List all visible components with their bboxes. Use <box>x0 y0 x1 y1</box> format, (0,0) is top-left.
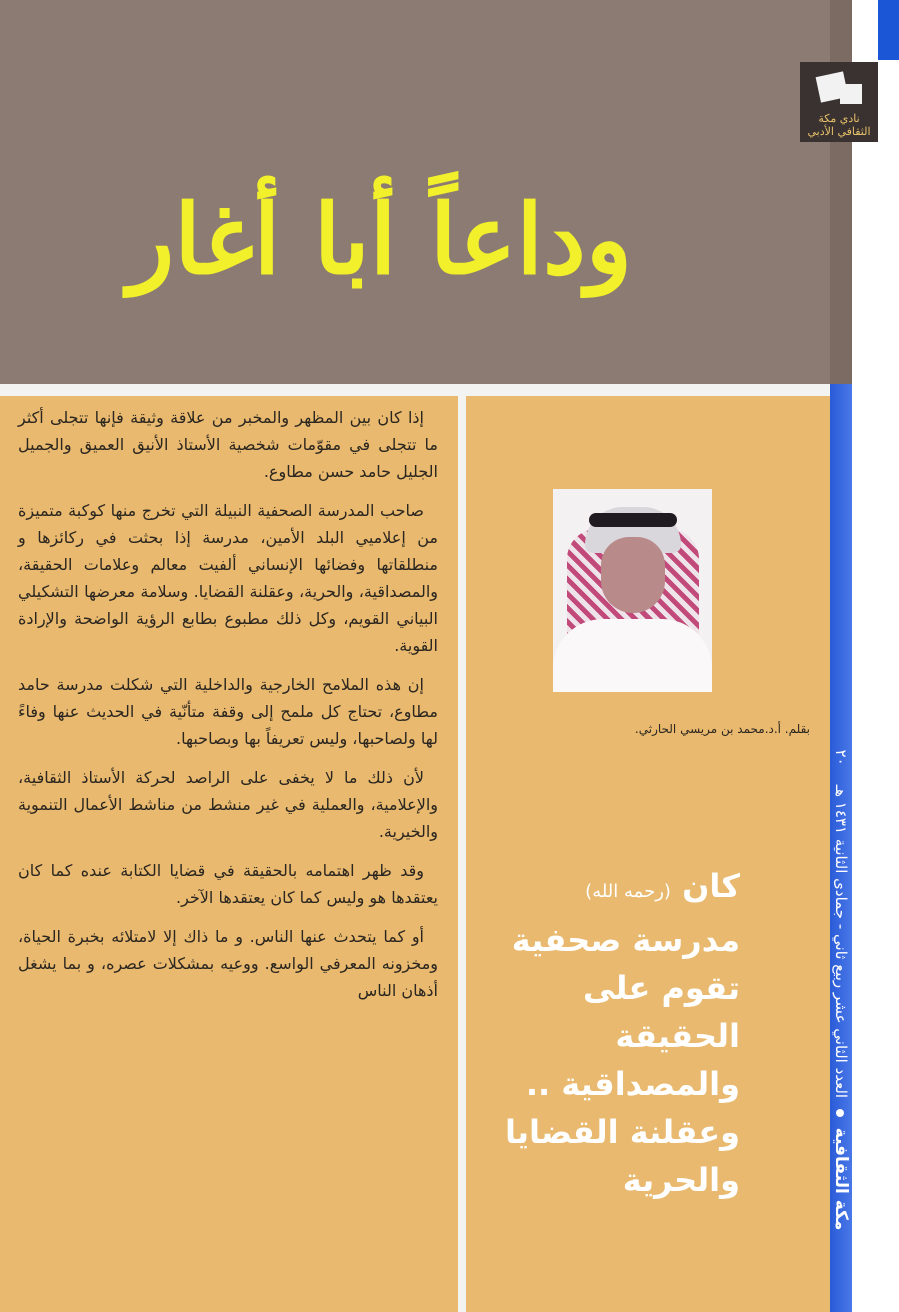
paragraph: إن هذه الملامح الخارجية والداخلية التي شكلت مدرسة حامد مطاوع، تحتاج كل ملمح إلى وقفة متأنّية في الحديث عنها وفاءً لها ولصاحبها، وليس تعريفاً بها وبصاحبها. <box>18 675 438 748</box>
pull-quote <box>500 862 740 1204</box>
magazine-running-head <box>830 710 852 1270</box>
issue-info: العدد الثاني عشر ربيع ثاني - جمادى الثانية ١٤٣١ هـ <box>832 784 850 1099</box>
page-title: وداعاً أبا أغار <box>127 183 633 296</box>
article-body <box>18 404 438 1016</box>
paragraph: وقد ظهر اهتمامه بالحقيقة في قضايا الكتابة عنده كما كان يعتقدها هو وليس كما كان يعتقدها الآخر. <box>18 861 438 907</box>
edge-top-mark <box>878 0 899 60</box>
bullet-icon <box>837 1109 845 1117</box>
photo-caption: بقلم. أ.د.محمد بن مريسي الحارثي. <box>634 722 810 736</box>
logo-text: نادي مكة الثقافي الأدبي <box>807 112 871 138</box>
quote-text: مدرسة صحفية تقوم على الحقيقة والمصداقية .. وعقلنة القضايا والحرية <box>504 921 740 1199</box>
magazine-name: مكة الثقافية <box>831 1127 851 1231</box>
band-top <box>830 0 852 384</box>
page-number: ٢٠ <box>832 749 850 766</box>
quote-paren: (رحمه الله) <box>585 881 671 902</box>
logo-mark-icon <box>840 84 862 104</box>
header-divider <box>0 384 830 396</box>
paragraph: صاحب المدرسة الصحفية النبيلة التي تخرج منها كوكبة متميزة من إعلاميي البلد الأمين، مدرسة إذا بحثت في ركائزها و منطلقاتها وفضائها الإنساني ألفيت معالم وعلامات الحقيقة، والمصداقية، والحرية، وعقلنة القضايا. وسلامة معرضها التشكيلي البياني القويم، وكل ذلك مطبوع بطابع الرؤية الواضحة والإرادة القوية. <box>18 501 438 655</box>
header-banner <box>0 0 830 384</box>
club-logo <box>800 62 878 142</box>
quote-lead: كان <box>682 867 740 905</box>
paragraph: أو كما يتحدث عنها الناس. و ما ذاك إلا لامتلائه بخبرة الحياة، ومخزونه المعرفي الواسع. ووعيه بمشكلات عصره، و بما يشغل أذهان الناس <box>18 927 438 1000</box>
author-photo <box>553 489 712 692</box>
page-edge <box>852 0 899 1312</box>
paragraph: إذا كان بين المظهر والمخبر من علاقة وثيقة فإنها تتجلى أكثر ما تتجلى في مقوّمات شخصية الأستاذ الأنيق العميق والجميل الجليل حامد حسن مطاوع. <box>18 408 438 481</box>
paragraph: لأن ذلك ما لا يخفى على الراصد لحركة الأستاذ الثقافية، والإعلامية، والعملية في غير منشط من مناشط الأعمال التنموية والخيرية. <box>18 768 438 841</box>
